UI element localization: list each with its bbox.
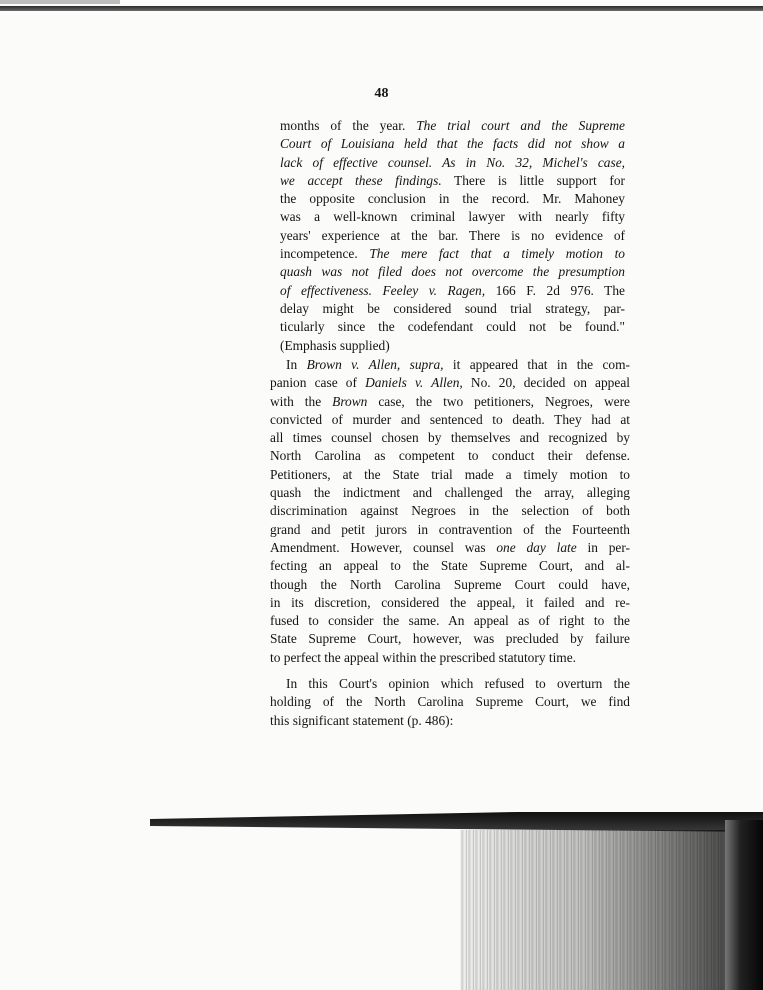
text-run: State Supreme Court, however, was precluded by failure: [270, 631, 630, 647]
text-run: Amendment. However, counsel was: [270, 539, 497, 555]
scan-right-edge: [725, 820, 763, 990]
text-line: [270, 374, 630, 392]
italic-text: lack of effective counsel. As in No. 32, Michel's case,: [280, 154, 625, 170]
text-line: [270, 466, 630, 484]
italic-text: The trial court and the Supreme: [416, 118, 625, 133]
page-number: 48: [374, 86, 389, 101]
text-line: [280, 318, 625, 336]
text-run: years' experience at the bar. There is no evidence of: [280, 227, 625, 243]
text-line: [280, 117, 625, 135]
text-run: incompetence.: [280, 246, 370, 262]
text-run: In this Court's opinion which refused to overturn the: [286, 676, 630, 691]
text-run: North Carolina as competent to conduct their defense.: [270, 448, 630, 464]
text-run: holding of the North Carolina Supreme Court, we find: [270, 694, 630, 710]
text-line: [280, 300, 625, 318]
text-run: No. 20, decided on appeal: [462, 375, 630, 391]
text-line: [280, 263, 625, 281]
text-line: [270, 576, 630, 594]
text-line: [280, 208, 625, 226]
text-run: Petitioners, at the State trial made a timely motion to: [270, 466, 630, 482]
text-run: delay might be considered sound trial strategy, par-: [280, 300, 625, 316]
quoted-passage: [280, 117, 625, 355]
text-run: There is little support for: [441, 172, 626, 188]
text-run: convicted of murder and sentenced to death. They had at: [270, 411, 630, 427]
text-run: was a well-known criminal lawyer with nearly fifty: [280, 209, 625, 225]
text-run: to perfect the appeal within the prescribed statutory time.: [270, 649, 577, 665]
text-line: [270, 484, 630, 502]
text-run: case, the two petitioners, Negroes, were: [367, 393, 630, 409]
scan-shadow: [460, 830, 763, 990]
italic-text: one day late: [496, 539, 577, 555]
italic-text: Brown v. Allen, supra,: [306, 357, 444, 372]
text-line: [270, 693, 630, 711]
scan-bottom-border: [150, 812, 763, 832]
text-run: the opposite conclusion in the record. Mr. Mahoney: [280, 191, 625, 207]
text-line: [270, 502, 630, 520]
text-run: ticularly since the codefendant could not be found.": [280, 319, 625, 335]
text-run: (Emphasis supplied): [280, 337, 390, 353]
text-line: [270, 557, 630, 575]
text-line: [270, 521, 630, 539]
text-line: [280, 282, 625, 300]
text-line: [280, 154, 625, 172]
text-run: fused to consider the same. An appeal as of right to the: [270, 613, 630, 629]
text-line: [280, 172, 625, 190]
text-run: discrimination against Negroes in the selection of both: [270, 503, 630, 519]
text-run: panion case of: [270, 375, 366, 391]
text-line: [270, 612, 630, 630]
text-line: [270, 356, 630, 374]
text-line: [270, 393, 630, 411]
text-run: quash the indictment and challenged the array, alleging: [270, 485, 630, 501]
text-run: in its discretion, considered the appeal, it failed and re-: [270, 594, 630, 610]
italic-text: Daniels v. Allen,: [365, 375, 463, 391]
text-run: all times counsel chosen by themselves and recognized by: [270, 430, 630, 446]
text-line: [270, 594, 630, 612]
text-line: [270, 411, 630, 429]
text-run: with the: [270, 393, 333, 409]
text-run: in per-: [576, 539, 630, 555]
italic-text: quash was not filed does not overcome the presumption: [280, 264, 625, 280]
italic-text: Brown: [332, 393, 368, 409]
text-line: [270, 630, 630, 648]
scan-top-border: [0, 6, 763, 11]
text-line: [270, 429, 630, 447]
text-run: it appeared that in the com-: [443, 357, 630, 372]
text-run: fecting an appeal to the State Supreme Court, and al-: [270, 558, 630, 574]
italic-text: of effectiveness. Feeley v. Ragen,: [280, 282, 486, 298]
paragraph-brown-v-allen: [270, 356, 630, 667]
text-run: 166 F. 2d 976. The: [485, 282, 626, 298]
text-line: [270, 447, 630, 465]
text-line: [280, 190, 625, 208]
text-line: [270, 712, 630, 730]
text-line: [270, 539, 630, 557]
text-line: [270, 649, 630, 667]
italic-text: The mere fact that a timely motion to: [369, 246, 625, 262]
italic-text: we accept these findings.: [280, 172, 442, 188]
scan-edge-mark: [0, 0, 120, 4]
italic-text: Court of Louisiana held that the facts did not show a: [280, 136, 625, 152]
text-run: grand and petit jurors in contravention of the Fourteenth: [270, 521, 630, 537]
text-line: [280, 337, 625, 355]
text-line: [270, 675, 630, 693]
text-run: months of the year.: [280, 118, 417, 133]
paragraph-court-opinion: [270, 675, 630, 730]
text-line: [280, 227, 625, 245]
text-run: this significant statement (p. 486):: [270, 712, 454, 728]
text-line: [280, 135, 625, 153]
text-run: In: [286, 357, 307, 372]
text-line: [280, 245, 625, 263]
text-run: though the North Carolina Supreme Court could have,: [270, 576, 630, 592]
